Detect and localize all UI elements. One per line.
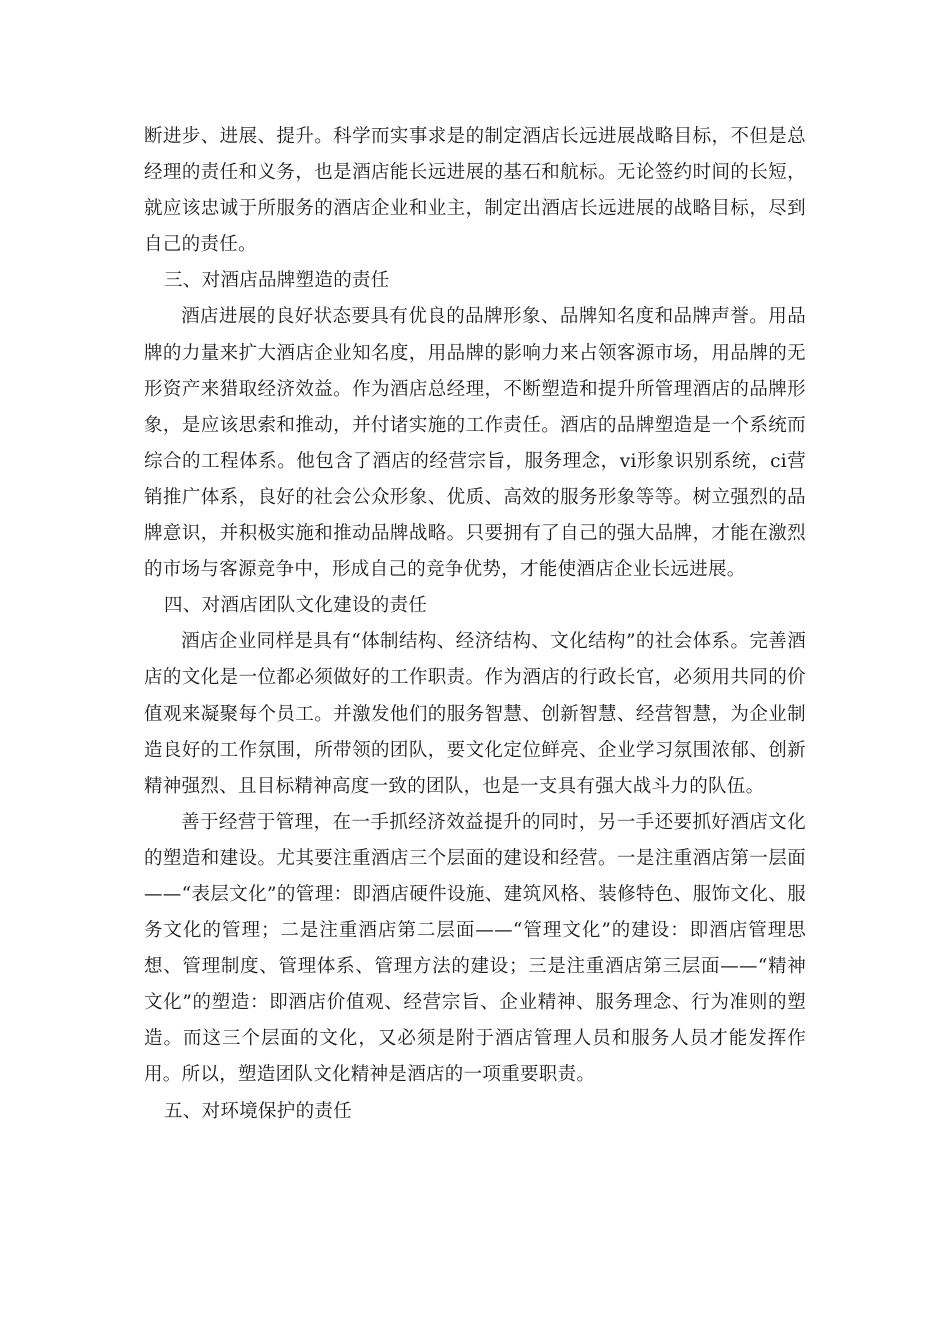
paragraph-strategic-goal: 断进步、进展、提升。科学而实事求是的制定酒店长远进展战略目标，不但是总经理的责任和义务，也是酒店能长远进展的基石和航标。无论签约时间的长短，就应该忠诚于所服务的酒店企业和业主，制定出酒店长远进展的战略目标，尽到自己的责任。: [144, 126, 806, 256]
paragraph-team-culture: 酒店企业同样是具有“体制结构、经济结构、文化结构”的社会体系。完善酒店的文化是一位都必须做好的工作职责。作为酒店的行政长官，必须用共同的价值观来凝聚每个员工。并激发他们的服务智慧、创新智慧、经营智慧，为企业制造良好的工作氛围，所带领的团队，要文化定位鲜亮、企业学习氛围浓郁、创新精神强烈、且目标精神高度一致的团队，也是一支具有强大战斗力的队伍。: [144, 631, 806, 797]
document-body: [144, 119, 806, 1130]
section-heading-environment: 五、对环境保护的责任: [164, 1100, 353, 1122]
paragraph-brand: 酒店进展的良好状态要具有优良的品牌形象、品牌知名度和品牌声誉。用品牌的力量来扩大酒店企业知名度，用品牌的影响力来占领客源市场，用品牌的无形资产来猎取经济效益。作为酒店总经理，不断塑造和提升所管理酒店的品牌形象，是应该思索和推动，并付诸实施的工作责任。酒店的品牌塑造是一个系统而综合的工程体系。他包含了酒店的经营宗旨，服务理念，vi形象识别系统，ci营销推广体系，良好的社会公众形象、优质、高效的服务形象等等。树立强烈的品牌意识，并积极实施和推动品牌战略。只要拥有了自己的强大品牌，才能在激烈的市场与客源竞争中，形成自己的竞争优势，才能使酒店企业长远进展。: [144, 306, 806, 581]
paragraph-culture-layers: 善于经营于管理，在一手抓经济效益提升的同时，另一手还要抓好酒店文化的塑造和建设。尤其要注重酒店三个层面的建设和经营。一是注重酒店第一层面——“表层文化”的管理：即酒店硬件设施、建筑风格、装修特色、服饰文化、服务文化的管理；二是注重酒店第二层面——“管理文化”的建设：即酒店管理思想、管理制度、管理体系、管理方法的建设；三是注重酒店第三层面——“精神文化”的塑造：即酒店价值观、经营宗旨、企业精神、服务理念、行为准则的塑造。而这三个层面的文化，又必须是附于酒店管理人员和服务人员才能发挥作用。所以，塑造团队文化精神是酒店的一项重要职责。: [144, 811, 806, 1086]
section-heading-team-culture: 四、对酒店团队文化建设的责任: [164, 595, 428, 617]
section-heading-brand: 三、对酒店品牌塑造的责任: [164, 270, 390, 292]
